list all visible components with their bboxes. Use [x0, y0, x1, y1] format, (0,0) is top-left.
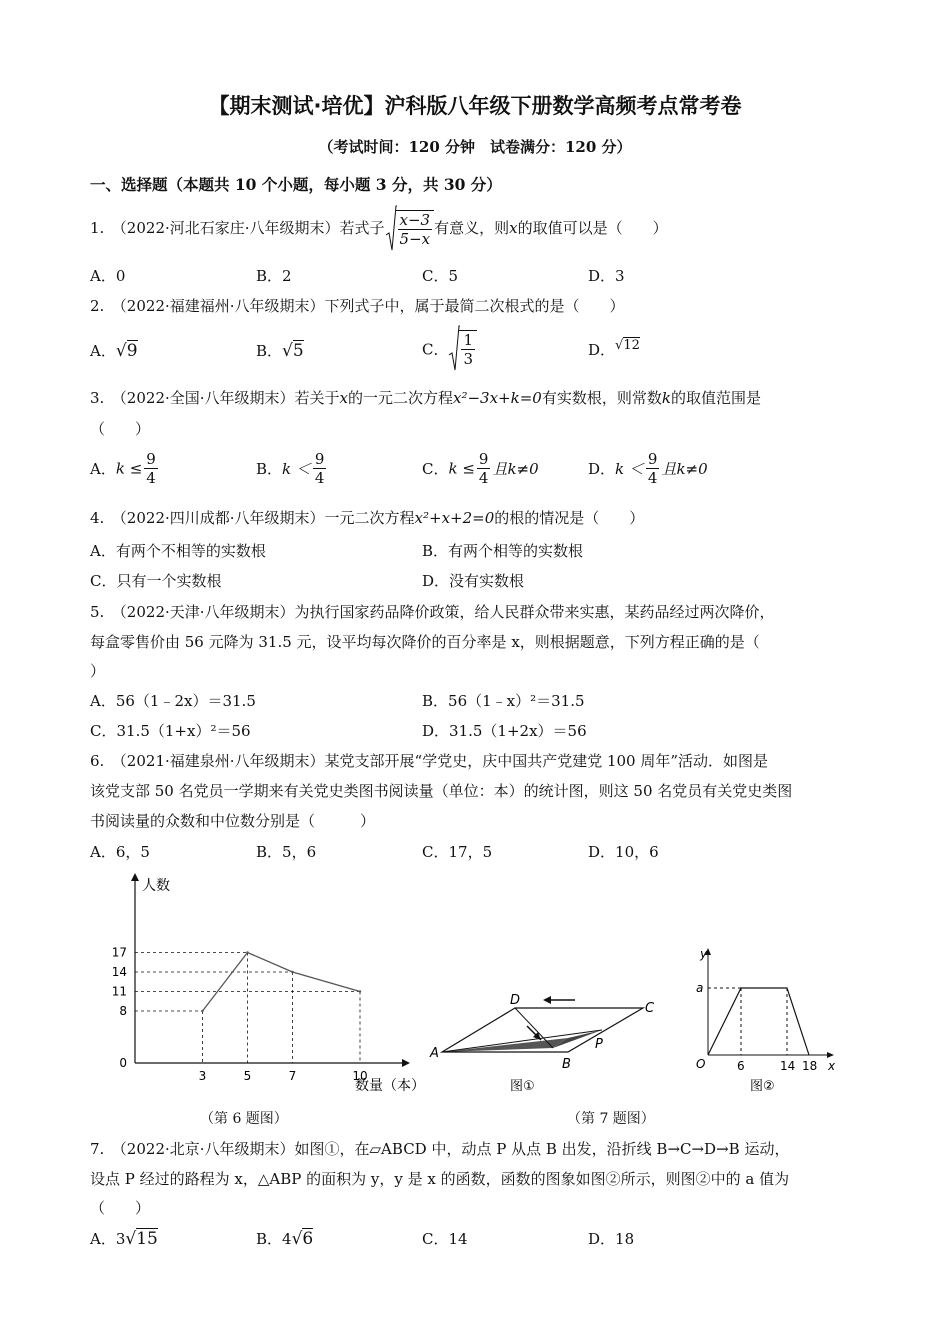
- q6-line-chart: [100, 870, 430, 1100]
- q3-option-a: [90, 450, 160, 487]
- q3-c-cond: 且k≠0: [492, 460, 539, 478]
- question-6-line1: 6. （2021·福建泉州·八年级期末）某党支部开展“学党史，庆中国共产党建党 100 周年”活动．如图是: [90, 752, 769, 770]
- point-d: D: [510, 993, 521, 1008]
- question-6-line2: 该党支部 50 名党员一学期来有关党史类图书阅读量（单位：本）的统计图，则这 50 名党员有关党史类图: [90, 782, 793, 800]
- q3-d-den: 4: [647, 469, 658, 487]
- q3-stem-c: 有实数根，则常数: [541, 389, 662, 407]
- question-5-line1: 5. （2022·天津·八年级期末）为执行国家药品降价政策，给人民群众带来实惠，某药品经过两次降价，: [90, 603, 775, 621]
- q7-a-label: A．3: [90, 1230, 126, 1248]
- graph-a-label: a: [696, 981, 704, 995]
- q7-option-a: A．3√15: [90, 1229, 158, 1249]
- q4-option-c: C．只有一个实数根: [90, 572, 222, 590]
- question-7-line1: 7. （2022·北京·八年级期末）如图①，在▱ABCD 中，动点 P 从点 B 出发，沿折线 B→C→D→B 运动，: [90, 1140, 790, 1158]
- q3-d-num: 9: [647, 450, 658, 468]
- q3-b-rel: k ＜: [282, 460, 311, 478]
- series-line: [203, 953, 361, 1012]
- q1-denominator: 5−x: [399, 230, 431, 248]
- arrow-cd-head: [543, 996, 551, 1004]
- x-tick-10: 10: [352, 1069, 368, 1083]
- graph-function: [708, 988, 809, 1055]
- q3-c-label: C．: [422, 460, 449, 478]
- point-b: B: [562, 1057, 571, 1072]
- q6-caption: （第 6 题图）: [200, 1111, 288, 1127]
- data-point-5: [246, 951, 248, 953]
- q3-d-cond: 且k≠0: [661, 460, 708, 478]
- question-1: [90, 205, 668, 253]
- q1-option-a: A．0: [90, 267, 126, 285]
- y-tick-14: 14: [111, 965, 127, 979]
- q3-option-c: [422, 450, 539, 487]
- exam-info: （考试时间：120 分钟 试卷满分：120 分）: [318, 138, 632, 156]
- q3-b-label: B．: [256, 460, 283, 478]
- q7-option-c: C．14: [422, 1230, 468, 1248]
- q4-stem-b: 的根的情况是（ ）: [494, 509, 645, 527]
- q3-c-num: 9: [478, 450, 489, 468]
- question-7-line2: 设点 P 经过的路程为 x，△ABP 的面积为 y，y 是 x 的函数，函数的图象如图②所示，则图②中的 a 值为: [90, 1170, 790, 1188]
- q3-d-label: D．: [588, 460, 616, 478]
- q1-stem: 1. （2022·河北石家庄·八年级期末）若式子: [90, 219, 385, 237]
- q3-b-num: 9: [314, 450, 325, 468]
- point-c: C: [645, 1001, 655, 1016]
- graph-tick-14: 14: [780, 1059, 796, 1073]
- q3-c-rel: k ≤: [448, 459, 475, 478]
- q2-a-val: 9: [126, 341, 138, 361]
- q1-option-c: C．5: [422, 267, 459, 285]
- q2-c-label: C．: [422, 340, 449, 359]
- q1-var: x: [509, 219, 518, 237]
- fig1-label: 图①: [510, 1079, 535, 1094]
- q3-a-rel: k ≤: [115, 459, 143, 478]
- fig2-label: 图②: [750, 1079, 775, 1094]
- q3-stem-d: 的取值范围是: [670, 389, 761, 407]
- graph-x-label: x: [828, 1059, 836, 1073]
- q3-option-b: [256, 450, 328, 487]
- q1-stem-c: 的取值可以是（ ）: [517, 219, 668, 237]
- q7-caption: （第 7 题图）: [567, 1111, 655, 1127]
- graph-y-label: y: [700, 947, 708, 961]
- y-axis-arrow: [131, 873, 139, 881]
- q2-c-num: 1: [463, 331, 474, 349]
- q1-option-b: B．2: [256, 267, 292, 285]
- q4-equation: x²+x+2=0: [414, 509, 495, 527]
- section-heading: 一、选择题（本题共 10 个小题，每小题 3 分，共 30 分）: [90, 175, 502, 194]
- graph-origin: O: [696, 1057, 706, 1071]
- q3-a-num: 9: [146, 450, 156, 468]
- y-tick-17: 17: [111, 945, 127, 960]
- point-p: P: [595, 1037, 603, 1052]
- q7-option-d: D．18: [588, 1230, 635, 1248]
- q7-b-val: 6: [302, 1229, 314, 1249]
- question-3: [90, 387, 761, 409]
- q7-figure-2: [690, 940, 840, 1100]
- q2-option-c: [422, 325, 477, 373]
- q2-d-val: 12: [623, 338, 640, 353]
- q6-option-c: C．17，5: [422, 843, 493, 861]
- graph-tick-18: 18: [802, 1059, 818, 1073]
- q2-d-label: D．: [588, 341, 616, 359]
- q1-option-d: D．3: [588, 267, 625, 285]
- y-tick-8: 8: [119, 1004, 127, 1018]
- x-tick-5: 5: [243, 1069, 252, 1083]
- q2-option-b: B．√5: [256, 341, 304, 361]
- q6-option-d: D．10，6: [588, 843, 659, 861]
- question-4: [90, 507, 644, 529]
- q7-figure-1: [425, 990, 665, 1100]
- q1-radical: [385, 205, 435, 253]
- q2-option-d: D．√12: [588, 338, 640, 359]
- point-a: A: [430, 1046, 439, 1061]
- q3-a-den: 4: [146, 469, 156, 487]
- x-tick-3: 3: [198, 1069, 207, 1083]
- q4-option-d: D．没有实数根: [422, 572, 525, 590]
- question-6-line3: 书阅读量的众数和中位数分别是（ ）: [90, 812, 376, 830]
- q4-option-a: A．有两个不相等的实数根: [90, 542, 266, 560]
- x-axis-arrow: [402, 1059, 410, 1067]
- q5-option-d: D．31.5（1+2x）＝56: [422, 722, 587, 740]
- q5-option-c: C．31.5（1+x）²＝56: [90, 722, 251, 740]
- y-tick-0: 0: [119, 1056, 127, 1070]
- q2-b-label: B．: [256, 342, 283, 360]
- graph-x-arrow: [827, 1052, 834, 1058]
- q3-stem: 3. （2022·全国·八年级期末）若关于: [90, 389, 340, 407]
- q7-a-val: 15: [136, 1229, 158, 1249]
- data-point-7: [291, 971, 293, 973]
- q3-paren: （ ）: [90, 420, 151, 438]
- q2-b-val: 5: [292, 341, 304, 361]
- q2-option-a: A．√9: [90, 341, 138, 361]
- q4-option-b: B．有两个相等的实数根: [422, 542, 584, 560]
- q3-d-rel: k ＜: [615, 460, 644, 478]
- x-tick-7: 7: [288, 1069, 297, 1083]
- q6-option-b: B．5，6: [256, 843, 317, 861]
- y-axis-label: 人数: [142, 878, 170, 894]
- page-title: 【期末测试·培优】沪科版八年级下册数学高频考点常考卷: [208, 94, 742, 118]
- q1-numerator: x−3: [399, 211, 431, 229]
- q7-b-label: B．4: [256, 1230, 292, 1248]
- q3-a-label: A．: [90, 460, 116, 478]
- q3-stem-b: 的一元二次方程: [348, 389, 454, 407]
- q3-equation: x²−3x+k=0: [453, 389, 542, 407]
- q3-var-x: x: [339, 389, 348, 407]
- q3-var-k: k: [661, 389, 671, 407]
- question-5-line2: 每盒零售价由 56 元降为 31.5 元，设平均每次降价的百分率是 x，则根据题意，下列方程正确的是（: [90, 633, 760, 651]
- question-5-line3: ）: [90, 662, 106, 680]
- question-7-line3: （ ）: [90, 1199, 151, 1217]
- q3-c-den: 4: [478, 469, 489, 487]
- q2-c-den: 3: [463, 350, 474, 368]
- q5-option-a: A．56（1﹣2x）＝31.5: [90, 692, 256, 710]
- q5-option-b: B．56（1﹣x）²＝31.5: [422, 692, 585, 710]
- graph-tick-6: 6: [737, 1059, 745, 1073]
- q3-option-d: [588, 450, 708, 487]
- q1-stem-b: 有意义，则: [434, 219, 510, 237]
- q6-option-a: A．6，5: [90, 843, 150, 861]
- question-2: 2. （2022·福建福州·八年级期末）下列式子中，属于最简二次根式的是（ ）: [90, 297, 625, 315]
- q7-option-b: B．4√6: [256, 1229, 314, 1249]
- q4-stem: 4. （2022·四川成都·八年级期末）一元二次方程: [90, 509, 415, 527]
- data-point-3: [201, 1010, 203, 1012]
- q3-b-den: 4: [314, 469, 325, 487]
- x-axis-label: 数量（本）: [355, 1078, 425, 1094]
- q2-a-label: A．: [90, 342, 116, 360]
- y-tick-11: 11: [111, 984, 127, 999]
- data-point-10: [359, 990, 361, 992]
